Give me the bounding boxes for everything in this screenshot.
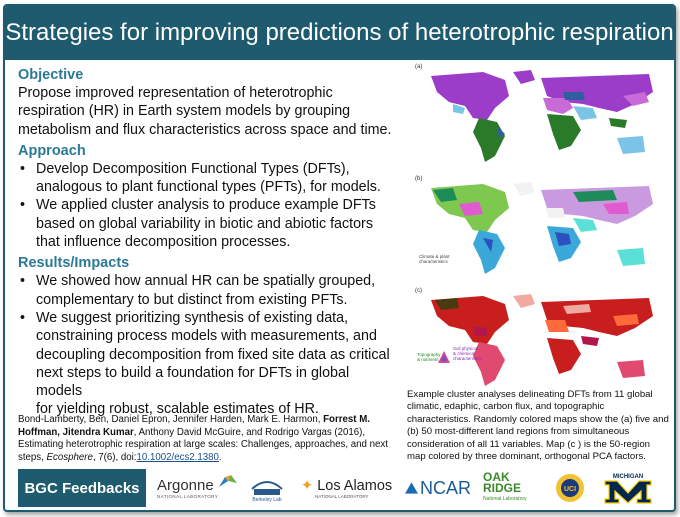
map-b-legend: Climate & plant characteristics bbox=[419, 254, 450, 264]
objective-text: Propose improved representation of heterotrophic respiration (HR) in Earth system models by grouping metabolism and flux characteristics across space and time. bbox=[18, 85, 392, 138]
map-label-b: (b) bbox=[415, 176, 423, 182]
argonne-logo: Argonne NATIONAL LABORATORY bbox=[157, 471, 235, 505]
uci-logo bbox=[553, 471, 587, 505]
list-item: • We suggest prioritizing synthesis of existing data, constraining process models with measurements, and decoupling decomposition from fixed site data as critical next steps to build a foundation for DFTs in global models for yielding robust, scalable estimates of HR. bbox=[18, 309, 398, 419]
svg-text:Berkeley Lab: Berkeley Lab bbox=[252, 497, 282, 503]
footer bbox=[5, 468, 674, 510]
map-a-image bbox=[413, 62, 661, 170]
ncar-mark-icon bbox=[405, 481, 418, 495]
map-c bbox=[413, 286, 661, 394]
list-item: • Develop Decomposition Functional Types (DFTs), analogous to plant functional types (PFTs), for models. bbox=[18, 160, 398, 197]
oak-ridge-logo: OAK RIDGE National Laboratory bbox=[483, 469, 527, 502]
svg-text:UCI: UCI bbox=[563, 486, 577, 493]
los-alamos-logo: ✦ Los Alamos NATIONAL LABORATORY bbox=[301, 477, 393, 499]
berkeley-lab-logo bbox=[248, 471, 286, 505]
doi-link[interactable]: 10.1002/ecs2.1380 bbox=[136, 451, 219, 463]
michigan-logo bbox=[597, 471, 659, 505]
approach-heading: Approach bbox=[18, 142, 86, 159]
ncar-logo: NCAR bbox=[405, 471, 471, 505]
map-b-image bbox=[413, 174, 661, 282]
bgc-feedbacks-label: BGC Feedbacks bbox=[18, 469, 146, 507]
list-item: • We showed how annual HR can be spatially grouped, complementary to but distinct from existing PFTs. bbox=[18, 272, 398, 309]
main-text bbox=[18, 66, 398, 419]
figure-caption: Example cluster analyses delineating DFTs from 11 global climatic, edaphic, carbon flux, and topographic characteristics. Randomly colored maps show the (a) five and (b) 50 most-different land regions from simultaneous consideration of all 11 variables. Map (c ) is the 50-region map colored by three dominant, orthogonal PCA factors. bbox=[407, 389, 669, 463]
objective-heading: Objective bbox=[18, 67, 84, 83]
map-b bbox=[413, 174, 661, 282]
map-c-legend-right: Soil physical & chemical characteristics bbox=[453, 346, 482, 361]
map-c-legend-left: Topography & nutrients bbox=[417, 352, 441, 362]
slide bbox=[3, 4, 676, 512]
map-a bbox=[413, 62, 661, 170]
color-triangle-icon bbox=[437, 350, 451, 364]
results-heading: Results/Impacts bbox=[18, 255, 130, 272]
results-list bbox=[18, 272, 398, 418]
map-label-a: (a) bbox=[415, 64, 423, 70]
title-bar bbox=[5, 6, 674, 60]
page-title: Strategies for improving predictions of heterotrophic respiration bbox=[5, 19, 674, 46]
cluster-maps-figure bbox=[413, 62, 661, 390]
svg-text:MICHIGAN: MICHIGAN bbox=[612, 474, 644, 480]
citation: Bond-Lamberty, Ben, Daniel Epron, Jennifer Harden, Mark E. Harmon, Forrest M. Hoffman, Jitendra Kumar, Anthony David McGuire, and Rodrigo Vargas (2016), Estimating heterotrophic respiration at large scales: Challenges, approaches, and next steps, Ecosphere, 7(6), doi:10.1002/ecs2.1380. bbox=[18, 414, 388, 463]
map-label-c: (c) bbox=[415, 288, 422, 294]
approach-list bbox=[18, 160, 398, 251]
map-c-image bbox=[413, 286, 661, 394]
list-item: • We applied cluster analysis to produce example DFTs based on global variability in biotic and abiotic factors that influence decomposition processes. bbox=[18, 196, 398, 251]
argonne-mark-icon bbox=[219, 475, 237, 487]
